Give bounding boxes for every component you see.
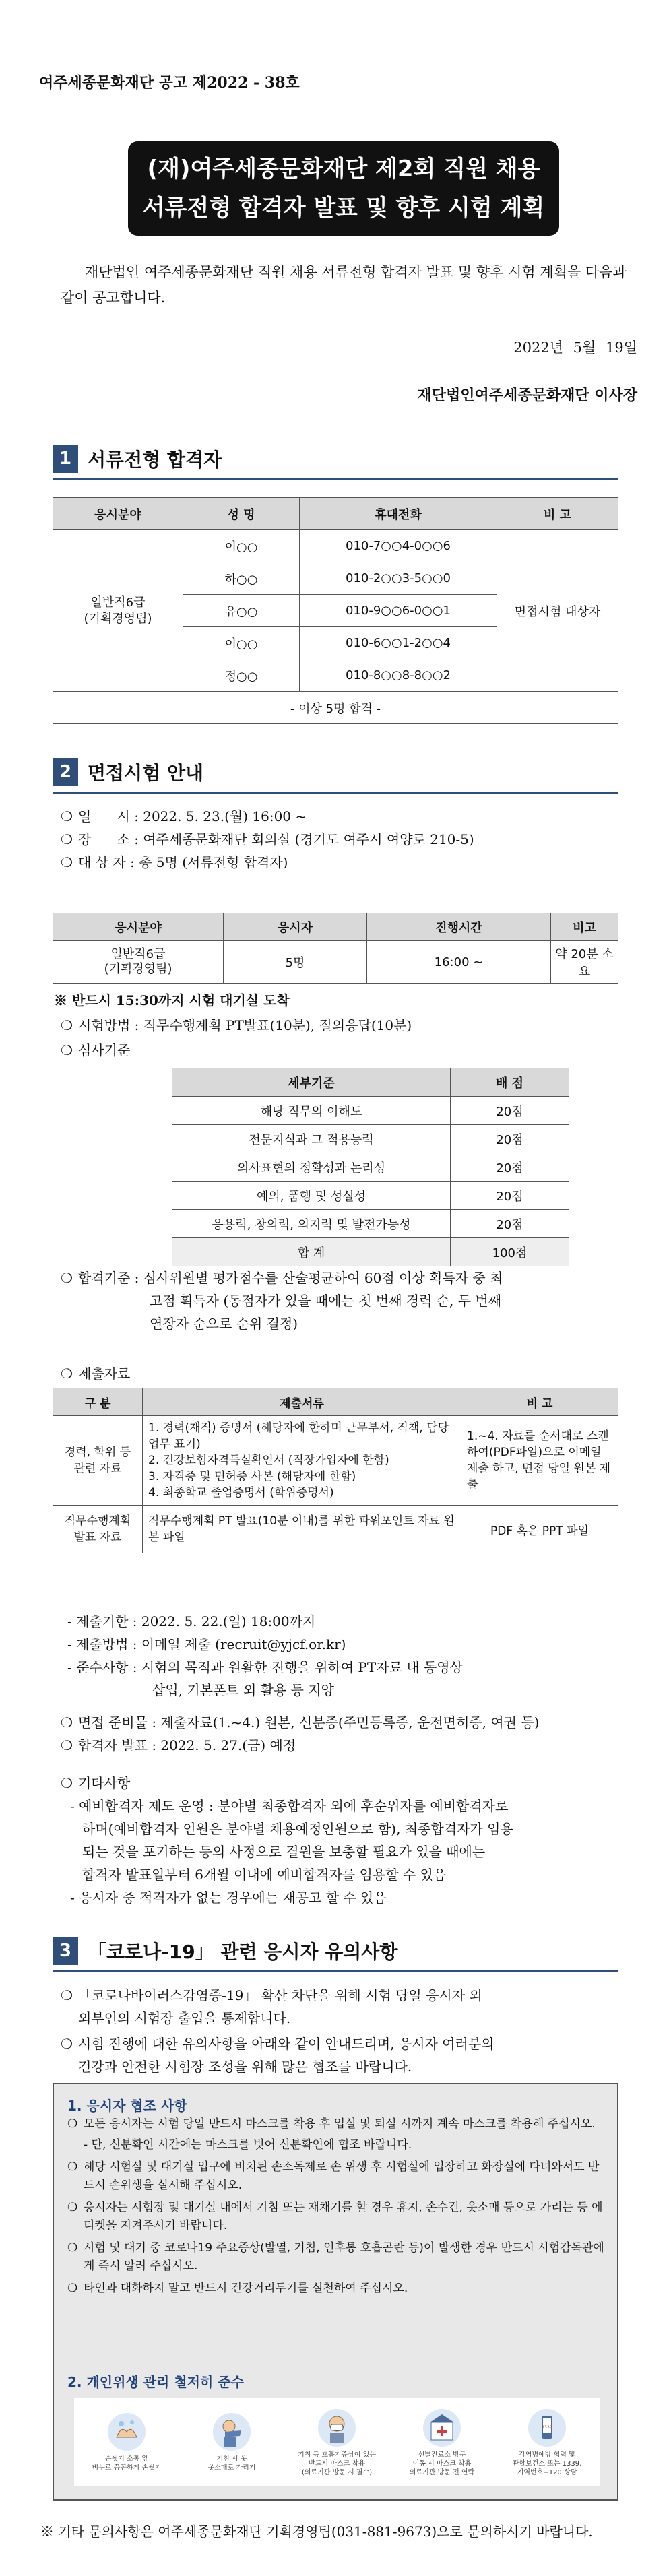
criteria-table xyxy=(172,1068,569,1266)
hygiene-caption: 손씻기 소통 앞 비누로 꼼꼼하게 손씻기 xyxy=(92,2455,162,2472)
section-divider xyxy=(53,478,618,480)
hygiene-caption: 기침 시 옷 옷소매로 가리기 xyxy=(207,2455,256,2472)
submit-method: - 제출방법 : 이메일 제출 (recruit@yjcf.or.kr) xyxy=(67,1636,346,1652)
handwash-icon xyxy=(106,2412,147,2452)
name-cell: 이○○ xyxy=(183,530,300,562)
covid-intro-line: 외부인의 시험장 출입을 통제합니다. xyxy=(78,2010,291,2026)
criteria-item: 전문지식과 그 적용능력 xyxy=(172,1125,451,1153)
hygiene-caption: 기침 등 호흡기증상이 있는 반드시 마스크 착용 (의료기관 방문 시 필수) xyxy=(298,2451,376,2476)
submit-docs xyxy=(143,1416,461,1506)
submit-doc-item: 2. 건강보험자격득실확인서 (직장가입자에 한함) xyxy=(148,1454,389,1467)
covid-intro-line: 건강과 안전한 시험장 조성을 위해 많은 협조를 바랍니다. xyxy=(78,2059,412,2075)
submit-docs: 직무수행계획 PT 발표(10분 이내)를 위한 파워포인트 자료 원본 파일 xyxy=(143,1506,461,1553)
section-1-header xyxy=(53,441,222,476)
criteria-item: 의사표현의 정확성과 논리성 xyxy=(172,1153,451,1182)
exam-method xyxy=(61,1014,412,1037)
interview-time: 일 시 : 2022. 5. 23.(월) 16:00 ~ xyxy=(78,808,307,825)
guideline-item: 해당 시험실 및 대기실 입구에 비치된 손소독제로 손 위생 후 시험실에 입장하고 화장실에 다녀와서도 반드시 손위생을 실시해 주십시오. xyxy=(84,2160,600,2192)
interview-place: 장 소 : 여주세종문화재단 회의실 (경기도 여주시 여양로 210-5) xyxy=(78,831,474,847)
other-line: 하며(예비합격자 인원은 분야별 채용예정인원으로 함), 최종합격자가 임용 xyxy=(82,1821,513,1837)
submit-note: 1.~4. 자료를 순서대로 스캔하여(PDF파일)으로 이메일 제출 하고, 면접 당일 원본 제출 xyxy=(461,1416,618,1506)
circle-bullet-icon: ❍ xyxy=(61,808,73,825)
other-line: - 응시자 중 적격자가 없는 경우에는 재공고 할 수 있음 xyxy=(70,1890,387,1906)
hygiene-icons xyxy=(74,2398,600,2486)
table-header: 구 분 xyxy=(53,1388,143,1416)
table-header: 제출서류 xyxy=(143,1388,461,1416)
table-header: 비 고 xyxy=(497,498,618,530)
submit-doc-item: 1. 경력(재직) 증명서 (해당자에 한하며 근무부서, 직책, 담당업무 표기) xyxy=(148,1421,449,1451)
submit-label-text: 제출자료 xyxy=(78,1365,131,1382)
circle-bullet-icon: ❍ xyxy=(67,2201,78,2214)
criteria-label-text: 심사기준 xyxy=(78,1042,131,1058)
page-title xyxy=(128,141,559,261)
section-3-header xyxy=(53,1933,397,1968)
field-cell: 일반직6급 (기획경영팀) xyxy=(53,530,183,692)
criteria-score: 20점 xyxy=(451,1153,569,1182)
table-header: 응시분야 xyxy=(53,498,183,530)
criteria-item: 응용력, 창의력, 의지력 및 발전가능성 xyxy=(172,1210,451,1238)
submit-comply: 삽입, 기본폰트 외 활용 등 지양 xyxy=(152,1682,334,1698)
section-title: 「코로나-19」 관련 응시자 유의사항 xyxy=(88,1941,398,1963)
announcement-date: 2022년 5월 19일 xyxy=(513,340,637,356)
covid-intro-line: 시험 진행에 대한 유의사항을 아래와 같이 안내드리며, 응시자 여러분의 xyxy=(78,2036,494,2052)
criteria-score: 20점 xyxy=(451,1182,569,1210)
exam-method-text: 시험방법 : 직무수행계획 PT발표(10분), 질의응답(10분) xyxy=(78,1017,412,1033)
applicants-table xyxy=(53,497,618,724)
section-2-header xyxy=(53,754,203,790)
pass-criteria xyxy=(61,1266,503,1335)
hygiene-caption: 선별진료소 방문 이동 시 마스크 착용 의료기관 방문 전 연락 xyxy=(409,2451,475,2476)
title-line-2: 서류전형 합격자 발표 및 향후 시험 계획 공고 xyxy=(142,195,545,261)
other-line: - 예비합격자 제도 운영 : 분야별 최종합격자 외에 후순위자를 예비합격자로 xyxy=(70,1798,509,1814)
schedule-time: 16:00 ~ xyxy=(367,941,551,984)
circle-bullet-icon: ❍ xyxy=(61,854,73,870)
interview-target: 대 상 자 : 총 5명 (서류전형 합격자) xyxy=(78,854,288,870)
circle-bullet-icon: ❍ xyxy=(61,831,73,847)
other-line: 되는 것을 포기하는 등의 사정으로 결원을 보충할 필요가 있을 때에는 xyxy=(82,1844,486,1860)
pass-criteria-line: 합격기준 : 심사위원별 평가점수를 산술평균하여 60점 이상 획득자 중 최 xyxy=(78,1270,503,1286)
circle-bullet-icon: ❍ xyxy=(67,2160,78,2174)
circle-bullet-icon: ❍ xyxy=(61,1017,73,1033)
criteria-score: 20점 xyxy=(451,1210,569,1238)
criteria-score: 20점 xyxy=(451,1097,569,1125)
circle-bullet-icon: ❍ xyxy=(61,1270,73,1286)
circle-bullet-icon: ❍ xyxy=(67,2117,78,2131)
submit-details xyxy=(67,1610,463,1702)
other-line: 합격자 발표일부터 6개월 이내에 예비합격자를 임용할 수 있음 xyxy=(82,1867,447,1883)
submit-category: 경력, 학위 등 관련 자료 xyxy=(53,1416,143,1506)
guideline-item: 타인과 대화하지 말고 반드시 건강거리두기를 실천하여 주십시오. xyxy=(84,2282,408,2295)
hygiene-caption: 감염병예방 협력 및 관할보건소 또는 1339, 지역번호+120 상담 xyxy=(512,2451,582,2476)
circle-bullet-icon: ❍ xyxy=(61,1775,73,1791)
phone-cell: 010-8○○8-8○○2 xyxy=(300,659,497,692)
guideline-item: 모든 응시자는 시험 당일 반드시 마스크를 착용 후 입실 및 퇴실 시까지 계속 마스크를 착용해 주십시오. xyxy=(84,2117,596,2131)
intro-paragraph: 재단법인 여주세종문화재단 직원 채용 서류전형 합격자 발표 및 향후 시험 계획을 다음과 같이 공고합니다. xyxy=(61,264,627,306)
table-header: 응시분야 xyxy=(53,913,224,941)
hospital-icon xyxy=(422,2408,462,2448)
submit-deadline: - 제출기한 : 2022. 5. 22.(일) 18:00까지 xyxy=(67,1613,316,1630)
submit-doc-item: 3. 자격증 및 면허증 사본 (해당자에 한함) xyxy=(148,1470,356,1483)
guideline-title-1: 1. 응시자 협조 사항 xyxy=(67,2098,187,2114)
criteria-item: 예의, 품행 및 성실성 xyxy=(172,1182,451,1210)
title-line-1: (재)여주세종문화재단 제2회 직원 채용 xyxy=(147,156,540,183)
issuer: 재단법인여주세종문화재단 이사장 xyxy=(417,387,637,404)
section-title: 서류전형 합격자 xyxy=(88,449,222,471)
circle-bullet-icon: ❍ xyxy=(61,1737,73,1753)
remark-cell: 면접시험 대상자 xyxy=(497,530,618,692)
interview-info xyxy=(61,805,474,874)
submit-note: PDF 혹은 PPT 파일 xyxy=(461,1506,618,1553)
name-cell: 정○○ xyxy=(183,659,300,692)
criteria-score: 20점 xyxy=(451,1125,569,1153)
svg-text:1339: 1339 xyxy=(542,2424,552,2430)
criteria-item: 해당 직무의 이해도 xyxy=(172,1097,451,1125)
arrival-notice: ※ 반드시 15:30까지 시험 대기실 도착 xyxy=(54,992,290,1008)
table-header: 성 명 xyxy=(183,498,300,530)
schedule-duration: 약 20분 소요 xyxy=(551,941,618,984)
criteria-label xyxy=(61,1039,130,1062)
guideline-item: 응시자는 시험장 및 대기실 내에서 기침 또는 재채기를 할 경우 휴지, 손수건, 옷소매 등으로 가리는 등 에티켓을 지켜주시기 바랍니다. xyxy=(84,2201,603,2232)
circle-bullet-icon: ❍ xyxy=(61,2036,73,2052)
schedule-field: 일반직6급 (기획경영팀) xyxy=(53,941,224,984)
phone-cell: 010-9○○6-0○○1 xyxy=(300,595,497,627)
name-cell: 이○○ xyxy=(183,627,300,659)
hygiene-item xyxy=(79,2412,174,2472)
section-number: 3 xyxy=(53,1937,78,1965)
hygiene-item xyxy=(185,2412,279,2472)
submit-label xyxy=(61,1362,130,1385)
schedule-table xyxy=(53,913,618,984)
prepare-announce xyxy=(61,1711,539,1757)
other-label: 기타사항 xyxy=(78,1775,131,1791)
section-number: 2 xyxy=(53,758,78,786)
announce-text: 합격자 발표 : 2022. 5. 27.(금) 예정 xyxy=(78,1737,296,1753)
pass-criteria-line: 고점 획득자 (동점자가 있을 때에는 첫 번째 경력 순, 두 번째 xyxy=(150,1293,502,1309)
section-title: 면접시험 안내 xyxy=(88,762,204,784)
guideline-title-2: 2. 개인위생 관리 철저히 준수 xyxy=(67,2374,244,2390)
section-divider xyxy=(53,792,618,794)
submit-category: 직무수행계획 발표 자료 xyxy=(53,1506,143,1553)
announcement-serial: 여주세종문화재단 공고 제2022 - 38호 xyxy=(39,74,300,92)
table-footer: - 이상 5명 합격 - xyxy=(53,692,618,724)
criteria-total-score: 100점 xyxy=(451,1238,569,1266)
cough-icon xyxy=(212,2412,252,2452)
table-header: 휴대전화 xyxy=(300,498,497,530)
schedule-count: 5명 xyxy=(224,941,367,984)
submit-comply: - 준수사항 : 시험의 목적과 원활한 진행을 위하여 PT자료 내 동영상 xyxy=(67,1659,463,1675)
criteria-total-label: 합 계 xyxy=(172,1238,451,1266)
circle-bullet-icon: ❍ xyxy=(61,1987,73,2003)
table-header: 비 고 xyxy=(461,1388,618,1416)
prepare-text: 면접 준비물 : 제출자료(1.~4.) 원본, 신분증(주민등록증, 운전면허증, 여권 등) xyxy=(78,1714,540,1731)
submission-table xyxy=(53,1388,618,1553)
circle-bullet-icon: ❍ xyxy=(61,1042,73,1058)
footnote: ※ 기타 문의사항은 여주세종문화재단 기획경영팀(031-881-9673)으로 문의하시기 바랍니다. xyxy=(40,2523,593,2540)
phone-cell: 010-2○○3-5○○0 xyxy=(300,562,497,595)
pass-criteria-line: 연장자 순으로 순위 결정) xyxy=(150,1316,298,1332)
hygiene-item xyxy=(500,2408,594,2477)
phone-icon xyxy=(527,2408,567,2448)
submit-doc-item: 4. 최종학교 졸업증명서 (학위증명서) xyxy=(148,1486,334,1500)
phone-cell: 010-7○○4-0○○6 xyxy=(300,530,497,562)
hygiene-item xyxy=(395,2408,489,2477)
guideline-item: - 단, 신분확인 시간에는 마스크를 벗어 신분확인에 협조 바랍니다. xyxy=(84,2138,412,2152)
covid-intro xyxy=(61,1984,494,2078)
guideline-item: 시험 및 대기 중 코로나19 주요증상(발열, 기침, 인후통 호흡곤란 등)이 발생한 경우 반드시 시험감독관에게 즉시 알려 주십시오. xyxy=(84,2241,604,2273)
guideline-list xyxy=(67,2115,606,2298)
circle-bullet-icon: ❍ xyxy=(67,2241,78,2255)
table-header: 배 점 xyxy=(451,1068,569,1097)
section-divider xyxy=(53,1970,618,1972)
circle-bullet-icon: ❍ xyxy=(61,1365,73,1382)
other-notes xyxy=(61,1772,513,1909)
phone-cell: 010-6○○1-2○○4 xyxy=(300,627,497,659)
mask-icon xyxy=(317,2408,357,2448)
covid-intro-line: 「코로나바이러스감염증-19」 확산 차단을 위해 시험 당일 응시자 외 xyxy=(78,1987,482,2003)
name-cell: 하○○ xyxy=(183,562,300,595)
circle-bullet-icon: ❍ xyxy=(61,1714,73,1731)
table-header: 비고 xyxy=(551,913,618,941)
table-header: 세부기준 xyxy=(172,1068,451,1097)
hygiene-item xyxy=(290,2408,384,2477)
table-header: 진행시간 xyxy=(367,913,551,941)
section-number: 1 xyxy=(53,445,78,473)
table-header: 응시자 xyxy=(224,913,367,941)
name-cell: 유○○ xyxy=(183,595,300,627)
circle-bullet-icon: ❍ xyxy=(67,2282,78,2295)
